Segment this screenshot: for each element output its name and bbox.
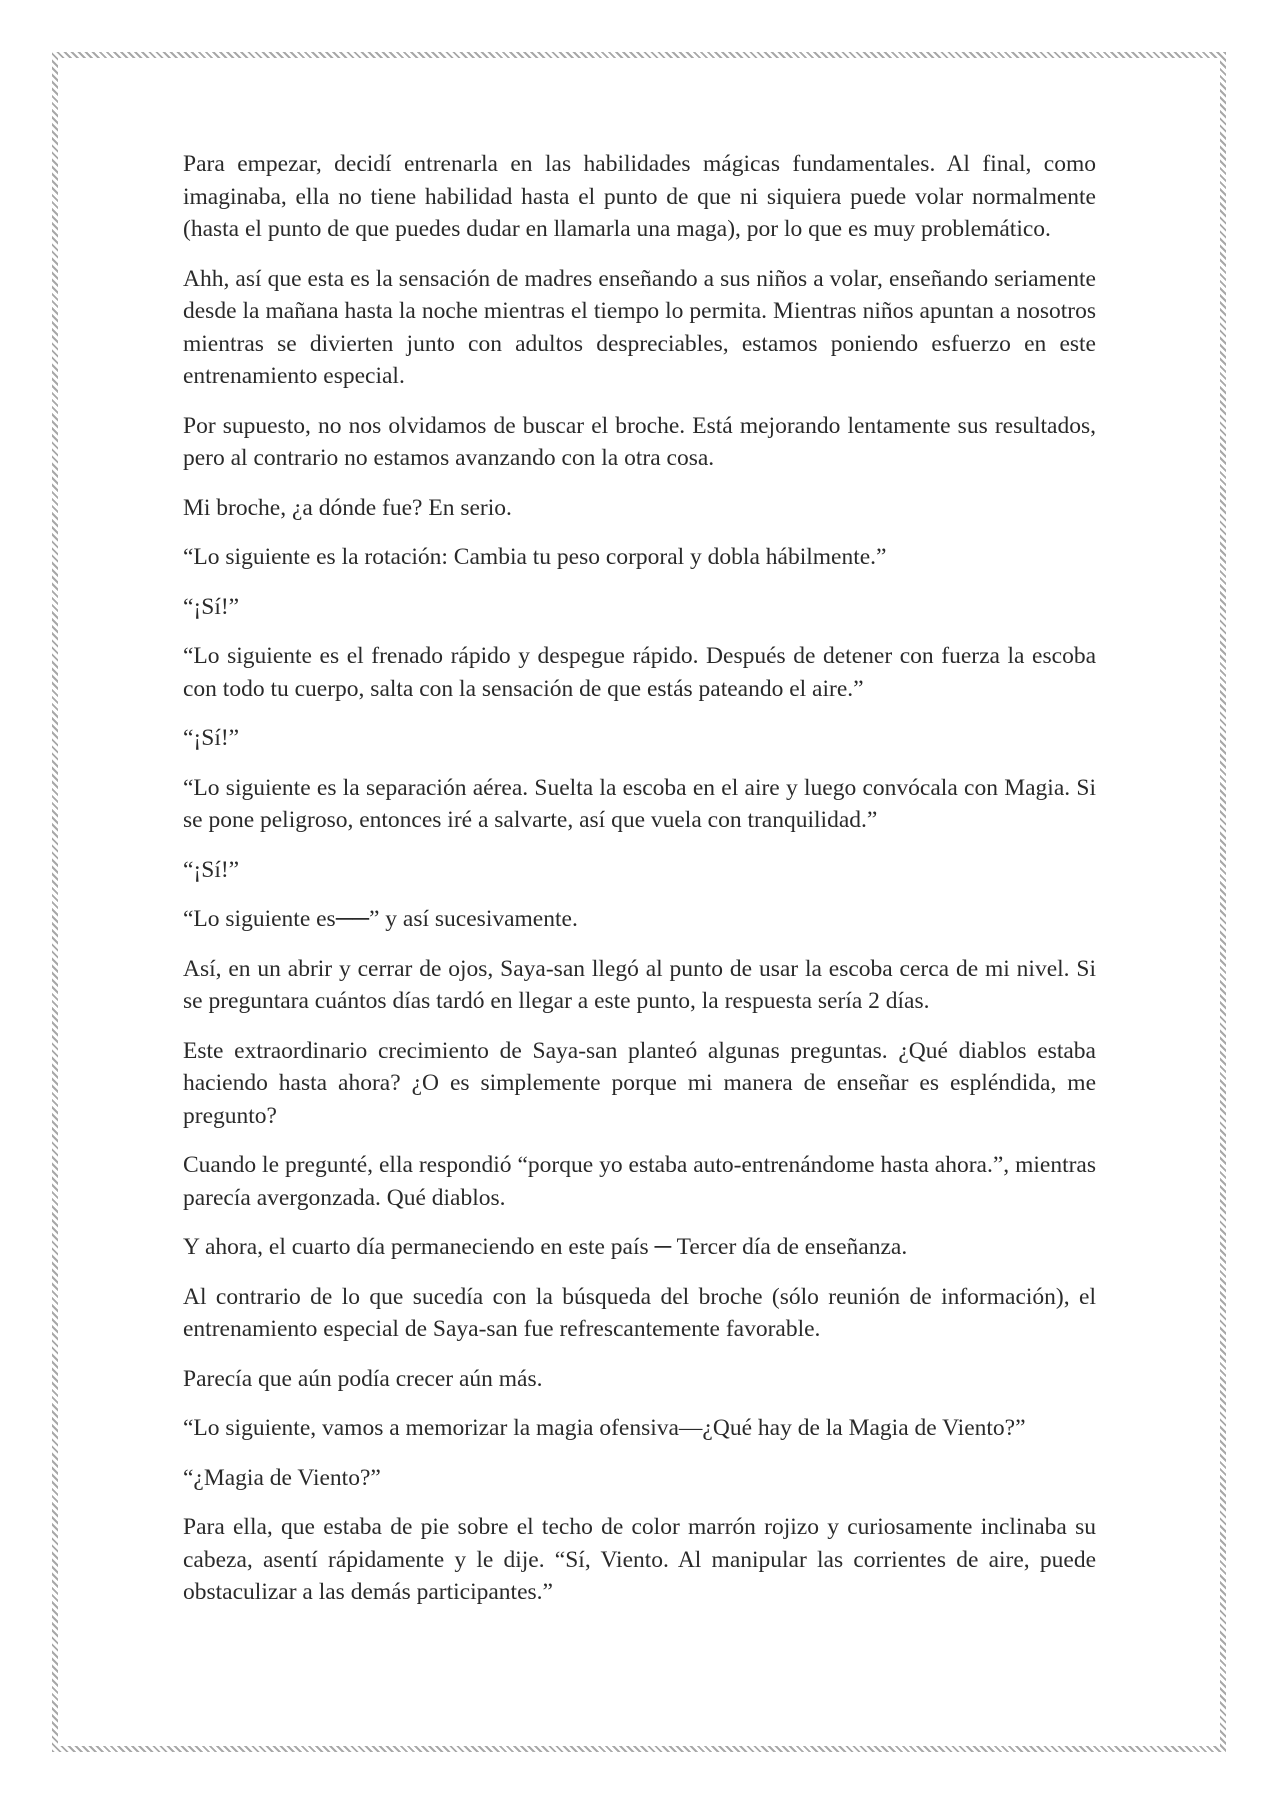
paragraph: Para empezar, decidí entrenarla en las habilidades mágicas fundamentales. Al final, como imaginaba, ella no tiene habilidad hasta el punto de que ni siquiera puede volar normalmente (hasta el punto de que puedes dudar en llamarla una maga), por lo que es muy problemático. (183, 151, 1096, 242)
paragraph: Al contrario de lo que sucedía con la búsqueda del broche (sólo reunión de información), el entrenamiento especial de Saya-san fue refrescantemente favorable. (183, 1283, 1096, 1342)
dialogue-line: “¡Sí!” (183, 725, 240, 751)
dialogue-line: “Lo siguiente es el frenado rápido y despegue rápido. Después de detener con fuerza la escoba con todo tu cuerpo, salta con la sensación de que estás pateando el aire.” (183, 643, 1096, 702)
paragraph: Cuando le pregunté, ella respondió “porque yo estaba auto-entrenándome hasta ahora.”, mientras parecía avergonzada. Qué diablos. (183, 1152, 1096, 1211)
paragraph: Mi broche, ¿a dónde fue? En serio. (183, 494, 512, 521)
paragraph: Por supuesto, no nos olvidamos de buscar el broche. Está mejorando lentamente sus resultados, pero al contrario no estamos avanzando con la otra cosa. (183, 412, 1096, 471)
paragraph: Y ahora, el cuarto día permaneciendo en este país ─ Tercer día de enseñanza. (183, 1234, 908, 1260)
dialogue-line: “Lo siguiente es──” y así sucesivamente. (183, 906, 578, 932)
dialogue-line: “¿Magia de Viento?” (183, 1464, 381, 1491)
paragraph: Parecía que aún podía crecer aún más. (183, 1365, 543, 1392)
dialogue-line: “¡Sí!” (183, 856, 240, 883)
dialogue-line: “Lo siguiente es la rotación: Cambia tu peso corporal y dobla hábilmente.” (183, 544, 887, 570)
dialogue-line: “Lo siguiente es la separación aérea. Suelta la escoba en el aire y luego convócala con Magia. Si se pone peligroso, entonces iré a salvarte, así que vuela con tranquilidad.” (183, 774, 1096, 833)
paragraph: Ahh, así que esta es la sensación de madres enseñando a sus niños a volar, enseñando seriamente desde la mañana hasta la noche mientras el tiempo lo permita. Mientras niños apuntan a nosotros mientras se divierten junto con adultos despreciables, estamos poniendo esfuerzo en este entrenamiento especial. (183, 265, 1096, 389)
dialogue-line: “¡Sí!” (183, 593, 240, 620)
paragraph: Este extraordinario crecimiento de Saya-san planteó algunas preguntas. ¿Qué diablos estaba haciendo hasta ahora? ¿O es simplemente porque mi manera de enseñar es espléndida, me pregunto? (183, 1037, 1096, 1129)
document-body (183, 148, 1096, 1626)
paragraph: Para ella, que estaba de pie sobre el techo de color marrón rojizo y curiosamente inclinaba su cabeza, asentí rápidamente y le dije. “Sí, Viento. Al manipular las corrientes de aire, puede obstaculizar a las demás participantes.” (183, 1514, 1096, 1605)
paragraph: Así, en un abrir y cerrar de ojos, Saya-san llegó al punto de usar la escoba cerca de mi nivel. Si se preguntara cuántos días tardó en llegar a este punto, la respuesta sería 2 días. (183, 955, 1096, 1014)
dialogue-line: “Lo siguiente, vamos a memorizar la magia ofensiva—¿Qué hay de la Magia de Viento?” (183, 1415, 1026, 1441)
